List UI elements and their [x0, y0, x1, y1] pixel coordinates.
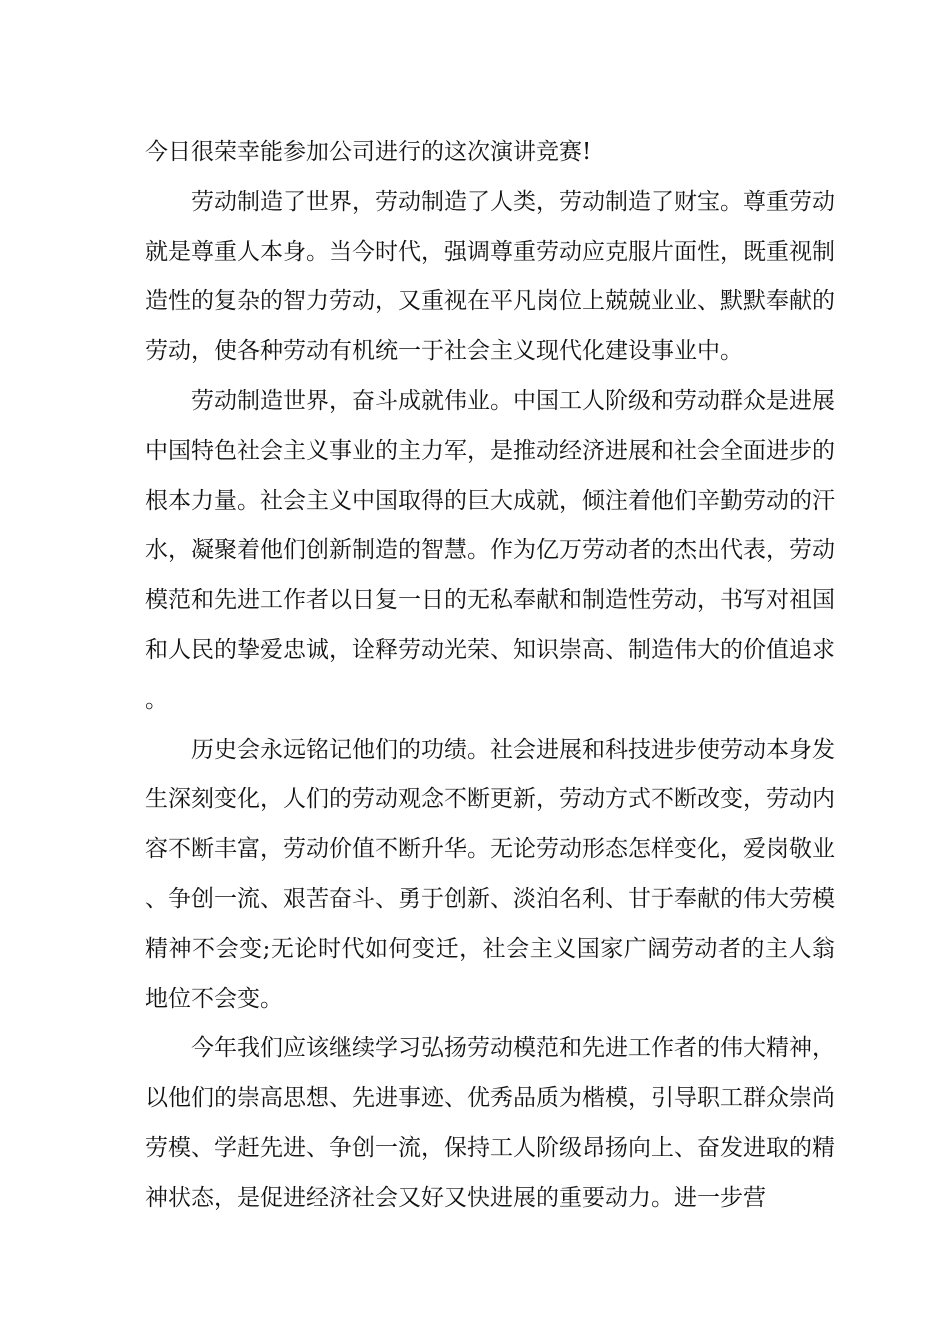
paragraph-opening: 今日很荣幸能参加公司进行的这次演讲竞赛!	[145, 139, 592, 165]
paragraph-labor-creates-world: 劳动制造了世界，劳动制造了人类，劳动制造了财宝。尊重劳动就是尊重人本身。当今时代，强调尊重劳动应克服片面性，既重视制造性的复杂的智力劳动，又重视在平凡岗位上兢兢业业、默默奉献的劳动，使各种劳动有机统一于社会主义现代化建设事业中。	[145, 188, 835, 365]
document-body	[145, 128, 835, 1224]
paragraph-continue-learning: 今年我们应该继续学习弘扬劳动模范和先进工作者的伟大精神，以他们的崇高思想、先进事迹、优秀品质为楷模，引导职工群众崇尚劳模、学赶先进、争创一流，保持工人阶级昂扬向上、奋发进取的精神状态，是促进经济社会又好又快进展的重要动力。进一步营	[145, 1035, 835, 1211]
paragraph-history-remembers: 历史会永远铭记他们的功绩。社会进展和科技进步使劳动本身发生深刻变化，人们的劳动观念不断更新，劳动方式不断改变，劳动内容不断丰富，劳动价值不断升华。无论劳动形态怎样变化，爱岗敬业、争创一流、艰苦奋斗、勇于创新、淡泊名利、甘于奉献的伟大劳模精神不会变;无论时代如何变迁，社会主义国家广阔劳动者的主人翁地位不会变。	[145, 736, 835, 1012]
paragraph-struggle-achieves: 劳动制造世界，奋斗成就伟业。中国工人阶级和劳动群众是进展中国特色社会主义事业的主力军，是推动经济进展和社会全面进步的根本力量。社会主义中国取得的巨大成就，倾注着他们辛勤劳动的汗水，凝聚着他们创新制造的智慧。作为亿万劳动者的杰出代表，劳动模范和先进工作者以日复一日的无私奉献和制造性劳动，书写对祖国和人民的挚爱忠诚，诠释劳动光荣、知识崇高、制造伟大的价值追求。	[145, 387, 835, 713]
